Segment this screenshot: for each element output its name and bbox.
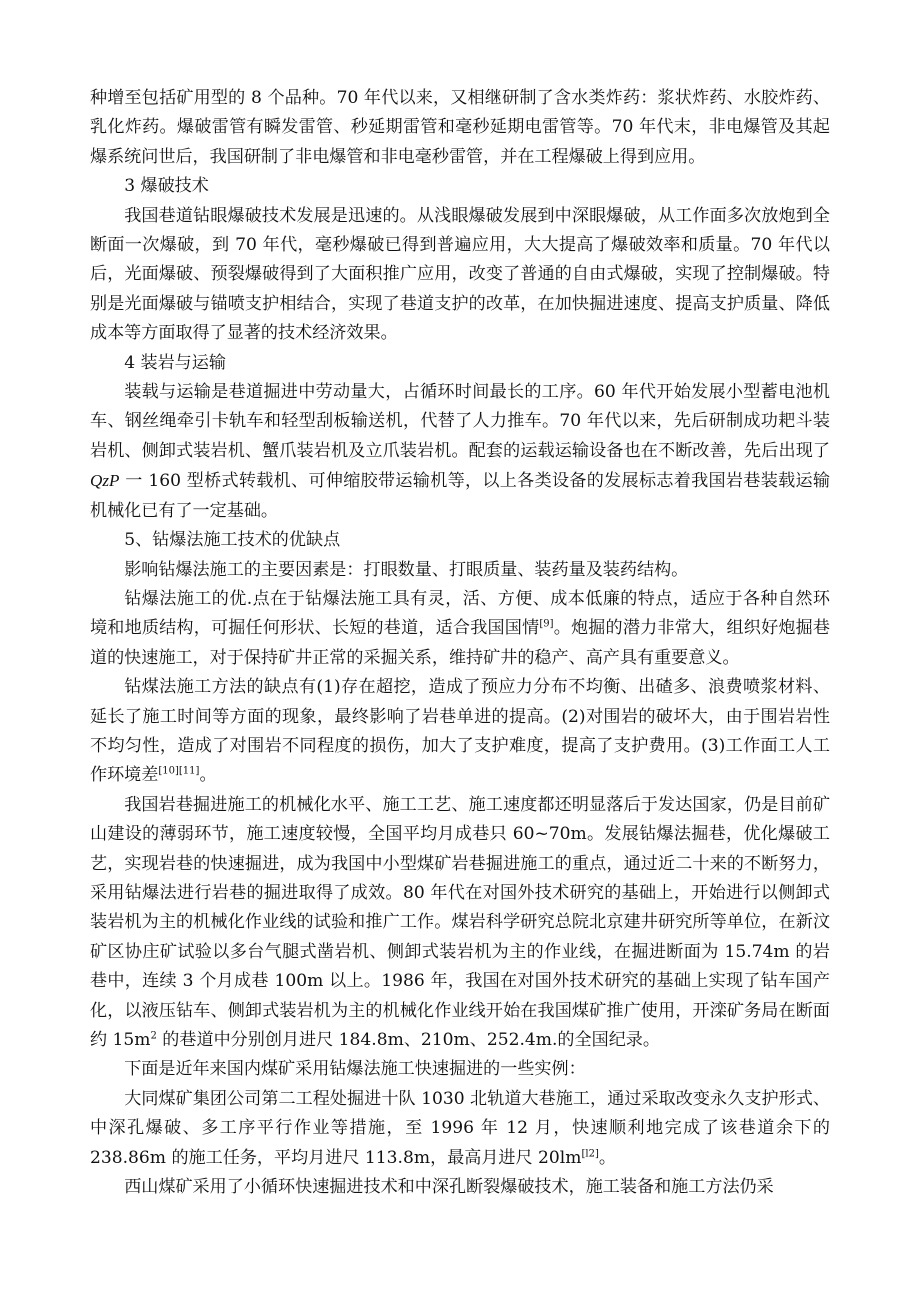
text-run: 我国岩巷掘进施工的机械化水平、施工工艺、施工速度都还明显落后于发达国家，仍是目前矿山建设的薄弱环节，施工速度较慢，全国平均月成巷只 60~70m。发展钻爆法掘巷，优化爆破工艺，实现岩巷的快速掘进，成为我国中小型煤矿岩巷掘进施工的重点，通过近二十来的不断努力，采用钻爆法进行岩巷的掘进取得了成效。80 年代在对国外技术研究的基础上，开始进行以侧卸式装岩机为主的机械化作业线的试验和推广工作。煤岩科学研究总院北京建井研究所等单位，在新汶矿区协庄矿试验以多台气腿式凿岩机、侧卸式装岩机为主的作业线，在掘进断面为 15.74m 的岩巷中，连续 3 个月成巷 100m 以上。1986 年，我国在对国外技术研究的基础上实现了钻车国产化，以液压钻车、侧卸式装岩机为主的机械化作业线开始在我国煤矿推广使用，开滦矿务局在断面约 15m bbox=[90, 794, 830, 1050]
body-paragraph bbox=[90, 585, 830, 673]
text-run: 。炮掘的潜力非常大，组织好炮掘巷道的快速施工，对于保持矿井正常的采掘关系，维持矿井的稳产、高产具有重要意义。 bbox=[90, 618, 831, 668]
body-paragraph bbox=[90, 1173, 830, 1202]
italic-term: QzP bbox=[90, 471, 120, 491]
section-heading bbox=[90, 349, 830, 378]
text-run: 西山煤矿采用了小循环快速掘进技术和中深孔断裂爆破技术，施工装备和施工方法仍采 bbox=[124, 1177, 774, 1198]
text-run: 大同煤矿集团公司第二工程处掘进十队 1030 北轨道大巷施工，通过采取改变永久支护形式、中深孔爆破、多工序平行作业等措施，至 1996 年 12 月，快速顺利地完成了该巷道余下的 238.86m 的施工任务，平均月进尺 113.8m，最高月进尺 20lm bbox=[90, 1088, 830, 1168]
section-heading bbox=[90, 526, 830, 555]
document-page bbox=[90, 84, 830, 1202]
citation-superscript: 2 bbox=[150, 1030, 157, 1042]
text-run: 5、钻爆法施工技术的优缺点 bbox=[124, 530, 341, 551]
body-paragraph bbox=[90, 556, 830, 585]
text-run: 。 bbox=[598, 1147, 616, 1168]
text-run: 一 160 型桥式转载机、可伸缩胶带运输机等，以上各类设备的发展标志着我国岩巷装载运输机械化已有了一定基础。 bbox=[90, 471, 830, 521]
body-paragraph bbox=[90, 791, 830, 1056]
citation-superscript: [10][11] bbox=[158, 765, 200, 777]
text-run: 下面是近年来国内煤矿采用钻爆法施工快速掘进的一些实例： bbox=[124, 1059, 586, 1080]
body-paragraph bbox=[90, 202, 830, 349]
text-run: 种增至包括矿用型的 8 个品种。70 年代以来，又相继研制了含水类炸药：浆状炸药、水胶炸药、乳化炸药。爆破雷管有瞬发雷管、秒延期雷管和毫秒延期电雷管等。70 年代末，非电爆管及其起爆系统问世后，我国研制了非电爆管和非电毫秒雷管，并在工程爆破上得到应用。 bbox=[90, 88, 830, 167]
text-run: 我国巷道钻眼爆破技术发展是迅速的。从浅眼爆破发展到中深眼爆破，从工作面多次放炮到全断面一次爆破，到 70 年代，毫秒爆破已得到普遍应用，大大提高了爆破效率和质量。70 年代以后，光面爆破、预裂爆破得到了大面积推广应用，改变了普通的自由式爆破，实现了控制爆破。特别是光面爆破与锚喷支护相结合，实现了巷道支护的改革，在加快掘进速度、提高支护质量、降低成本等方面取得了显著的技术经济效果。 bbox=[90, 205, 830, 344]
text-run: 。 bbox=[199, 765, 217, 786]
text-run: 钻煤法施工方法的缺点有(1)存在超挖，造成了预应力分布不均衡、出碴多、浪费喷浆材料、延长了施工时间等方面的现象，最终影响了岩巷单进的提高。(2)对围岩的破坏大，由于围岩岩性不均匀性，造成了对围岩不同程度的损伤，加大了支护难度，提高了支护费用。(3)工作面工人工作环境差 bbox=[90, 677, 830, 786]
text-run: 3 爆破技术 bbox=[124, 176, 209, 197]
citation-superscript: [9] bbox=[539, 618, 554, 630]
section-heading bbox=[90, 172, 830, 201]
body-paragraph bbox=[90, 378, 830, 526]
body-paragraph bbox=[90, 1085, 830, 1173]
text-run: 的巷道中分别创月进尺 184.8m、210m、252.4m.的全国纪录。 bbox=[156, 1030, 660, 1050]
text-run: 影响钻爆法施工的主要因素是：打眼数量、打眼质量、装药量及装药结构。 bbox=[124, 559, 689, 580]
citation-superscript: [l2] bbox=[581, 1147, 599, 1159]
text-run: 4 装岩与运输 bbox=[124, 352, 226, 373]
text-run: 装载与运输是巷道掘进中劳动量大，占循环时间最长的工序。60 年代开始发展小型蓄电池机车、钢丝绳牵引卡轨车和轻型刮板输送机，代替了人力推车。70 年代以来，先后研制成功耙斗装岩机、侧卸式装岩机、蟹爪装岩机及立爪装岩机。配套的运载运输设备也在不断改善，先后出现了 bbox=[90, 382, 830, 461]
body-paragraph bbox=[90, 84, 830, 172]
text-run: 钻爆法施工的优.点在于钻爆法施工具有灵，活、方便、成本低廉的特点，适应于各种自然环境和地质结构，可掘任何形状、长短的巷道，适合我国国情 bbox=[90, 588, 830, 639]
body-paragraph bbox=[90, 1055, 830, 1084]
body-paragraph bbox=[90, 673, 830, 791]
